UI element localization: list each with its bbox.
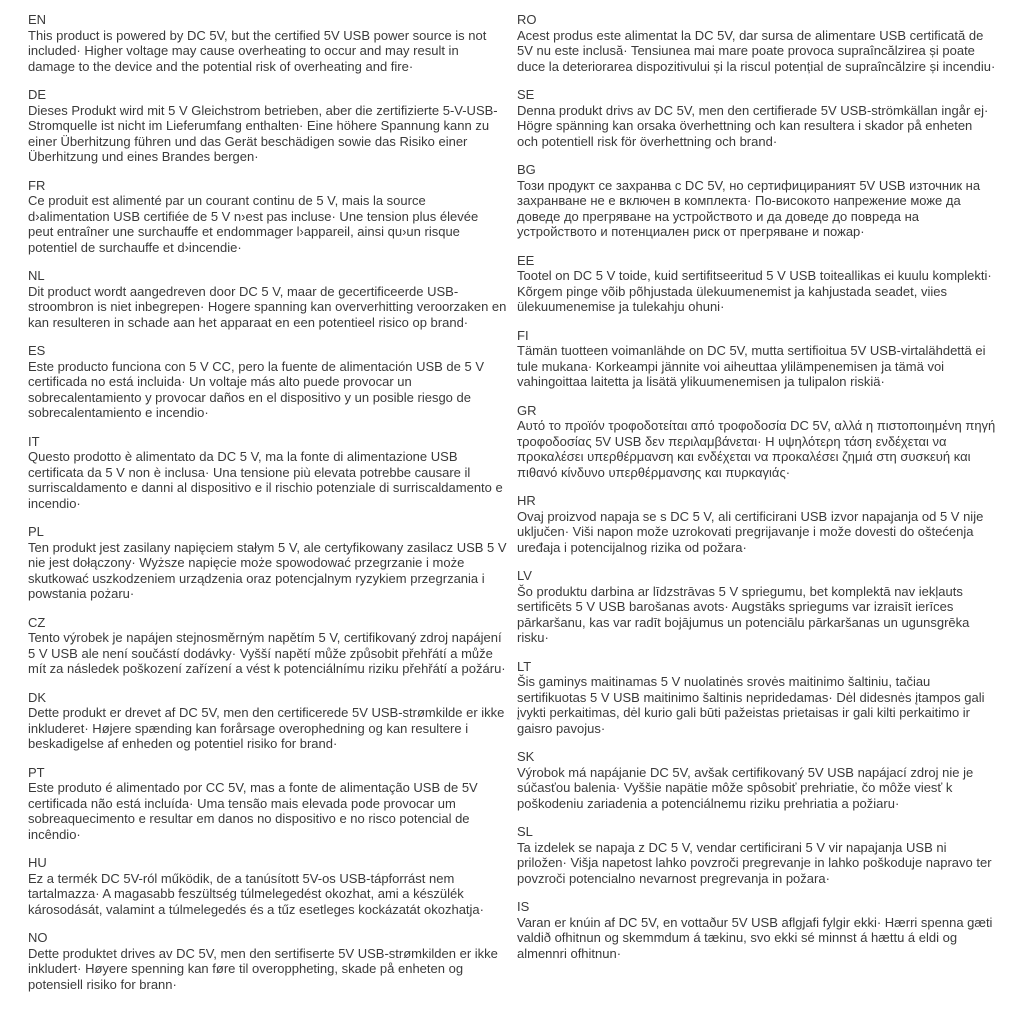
lang-code-cz: CZ: [28, 614, 46, 630]
lang-text-en: This product is powered by DC 5V, but the certified 5V USB power source is not included· Higher voltage may cause overheating to occur and may result in damage to the device and the potential risk of overheating and fire·: [28, 27, 487, 74]
lang-text-es: Este producto funciona con 5 V CC, pero la fuente de alimentación USB de 5 V certificada no está incluida· Un voltaje más alto puede provocar un sobrecalentamiento y provocar daños en el dispositivo y un posible riesgo de sobrecalentamiento e incendio·: [28, 358, 484, 420]
lang-code-lv: LV: [517, 568, 532, 583]
lang-section-fr: [28, 178, 507, 256]
lang-section-fi: [517, 328, 996, 390]
lang-code-de: DE: [28, 87, 47, 102]
lang-code-hu: HU: [28, 855, 47, 870]
lang-text-sl: Ta izdelek se napaja z DC 5 V, vendar certificirani 5 V vir napajanja USB ni priložen· Višja napetost lahko povzroči pregrevanje in lahko poškoduje napravo ter povzroči potencialno nevarnost pregrevanja in požara·: [517, 839, 992, 886]
lang-section-sk: [517, 749, 996, 811]
lang-section-gr: [517, 403, 996, 481]
lang-text-fr: Ce produit est alimenté par un courant continu de 5 V, mais la source d›alimentation USB certifiée de 5 V n›est pas incluse· Une tension plus élevée peut entraîner une surchauffe et endommager l›appareil, ainsi qu›un risque potentiel de surchauffe et d›incendie·: [28, 193, 479, 255]
lang-text-sk: Výrobok má napájanie DC 5V, avšak certifikovaný 5V USB napájací zdroj nie je súčasťou balenia· Vyššie napätie môže spôsobiť prehriatie, čo môže viesť k poškodeniu zariadenia a potenciálnemu riziku prehriatia a požiaru·: [517, 764, 974, 811]
lang-text-dk: Dette produkt er drevet af DC 5V, men den certificerede 5V USB-strømkilde er ikke inkluderet· Højere spænding kan forårsage overophedning og kan resultere i beskadigelse af enheden og potentiel risiko for brand·: [28, 705, 505, 751]
lang-text-ro: Acest produs este alimentat la DC 5V, dar sursa de alimentare USB certificată de 5V nu este inclusă· Tensiunea mai mare poate provoca supraîncălzirea și poate duce la deteriorarea dispozitivului și la riscul potențial de supraîncălzire și incendiu·: [517, 27, 996, 74]
lang-text-lt: Šis gaminys maitinamas 5 V nuolatinės srovės maitinimo šaltiniu, tačiau sertifikuotas 5 V USB maitinimo šaltinis nepridedamas· Dėl didesnės įtampos gali įvykti perkaitimas, dėl kurio gali būti pažeistas prietaisas ir gali kilti perkaitimo ir gaisro pavojus·: [517, 674, 985, 736]
column-left: [28, 12, 507, 1024]
lang-code-sk: SK: [517, 749, 535, 764]
lang-text-hr: Ovaj proizvod napaja se s DC 5 V, ali certificirani USB izvor napajanja od 5 V nije uključen· Viši napon može uzrokovati pregrijavanje i može dovesti do oštećenja uređaja i potencijalnog rizika od požara·: [517, 508, 984, 555]
lang-section-lv: [517, 568, 996, 646]
lang-text-cz: Tento výrobek je napájen stejnosměrným napětím 5 V, certifikovaný zdroj napájení 5 V USB ale není součástí dodávky· Vyšší napětí může způsobit přehřátí a může mít za následek poškození zařízení a vést k potenciálnímu riziku přehřátí a požáru·: [28, 630, 506, 676]
lang-section-se: [517, 87, 996, 149]
lang-section-dk: [28, 690, 507, 752]
lang-code-es: ES: [28, 343, 46, 358]
lang-code-dk: DK: [28, 689, 47, 705]
lang-section-lt: [517, 659, 996, 737]
lang-text-ee: Tootel on DC 5 V toide, kuid sertifitseeritud 5 V USB toiteallikas ei kuulu komplekti· Kõrgem pinge võib põhjustada ülekuumenemist ja kahjustada seadet, viies ülekuumenemise ja tulekahju ohuni·: [517, 268, 992, 314]
lang-text-pl: Ten produkt jest zasilany napięciem stałym 5 V, ale certyfikowany zasilacz USB 5 V nie jest dołączony· Wyższe napięcie może spowodować przegrzanie i może skutkować uszkodzeniem urządzenia oraz potencjalnym ryzykiem przegrzania i powstania pożaru·: [28, 539, 507, 601]
lang-text-bg: Този продукт се захранва с DC 5V, но сертифицираният 5V USB източник на захранване не е включен в комплекта· По-високото напрежение може да доведе до прегряване на устройството и да доведе до повреда на устройството и потенциален риск от прегряване и пожар·: [517, 177, 981, 239]
lang-text-it: Questo prodotto è alimentato da DC 5 V, ma la fonte di alimentazione USB certificata da 5 V non è inclusa· Una tensione più elevata potrebbe causare il surriscaldamento e danni al dispositivo e il rischio potenziale di surriscaldamento e incendio·: [28, 449, 503, 511]
lang-section-no: [28, 930, 507, 992]
lang-section-sl: [517, 824, 996, 886]
lang-code-no: NO: [28, 930, 48, 945]
lang-section-bg: [517, 162, 996, 240]
lang-text-is: Varan er knúin af DC 5V, en vottaður 5V USB aflgjafi fylgir ekki· Hærri spenna gæti valdið ofhitnun og skemmdum á tækinu, svo ekki sé minnst á hættu á eldi og almennri ofhitnun·: [517, 914, 993, 961]
lang-code-gr: GR: [517, 402, 537, 418]
lang-code-ee: EE: [517, 252, 535, 268]
lang-section-ro: [517, 12, 996, 74]
lang-section-it: [28, 434, 507, 512]
lang-code-ro: RO: [517, 12, 537, 27]
lang-section-de: [28, 87, 507, 165]
lang-code-hr: HR: [517, 493, 536, 508]
lang-section-es: [28, 343, 507, 421]
column-right: [517, 12, 996, 1024]
lang-code-fr: FR: [28, 177, 46, 193]
lang-text-pt: Este produto é alimentado por CC 5V, mas a fonte de alimentação USB de 5V certificada não está incluída· Uma tensão mais elevada pode provocar um sobreaquecimento e resultar em danos no dispositivo e no risco potencial de incêndio·: [28, 780, 478, 842]
lang-section-pt: [28, 765, 507, 843]
lang-text-gr: Αυτό το προϊόν τροφοδοτείται από τροφοδοσία DC 5V, αλλά η πιστοποιημένη πηγή τροφοδοσίας 5V USB δεν περιλαμβάνεται· Η υψηλότερη τάση ενδέχεται να προκαλέσει υπερθέρμανση και ενδέχεται να προκαλέσει ζημιά στη συσκευή και πιθανό κίνδυνο υπερθέρμανσης και πυρκαγιάς·: [517, 418, 996, 480]
lang-code-sl: SL: [517, 824, 533, 839]
lang-code-en: EN: [28, 12, 47, 27]
lang-code-se: SE: [517, 87, 535, 102]
lang-text-hu: Ez a termék DC 5V-ról működik, de a tanúsított 5V-os USB-tápforrást nem tartalmazza· A magasabb feszültség túlmelegedést okozhat, ami a készülék károsodását, valamint a túlmelegedés és a tűz esetleges kockázatát okozhatja·: [28, 870, 484, 917]
lang-code-is: IS: [517, 899, 530, 914]
lang-code-nl: NL: [28, 268, 45, 283]
lang-section-ee: [517, 253, 996, 315]
lang-text-nl: Dit product wordt aangedreven door DC 5 V, maar de gecertificeerde USB-stroombron is niet inbegrepen· Hogere spanning kan oververhitting veroorzaken en kan resulteren in schade aan het apparaat en een potentieel risico op brand·: [28, 283, 507, 330]
lang-section-is: [517, 899, 996, 961]
lang-code-it: IT: [28, 433, 40, 449]
lang-section-hu: [28, 855, 507, 917]
lang-section-en: [28, 12, 507, 74]
lang-section-hr: [517, 493, 996, 555]
lang-code-fi: FI: [517, 327, 529, 343]
lang-section-cz: [28, 615, 507, 677]
lang-text-no: Dette produktet drives av DC 5V, men den sertifiserte 5V USB-strømkilden er ikke inkludert· Høyere spenning kan føre til overoppheting, skade på enheten og potensiell risiko for brann·: [28, 945, 498, 992]
lang-text-de: Dieses Produkt wird mit 5 V Gleichstrom betrieben, aber die zertifizierte 5-V-USB-Stromquelle ist nicht im Lieferumfang enthalten· Eine höhere Spannung kann zu einer Überhitzung führen und das Gerät beschädigen sowie das Risiko einer Überhitzung und eines Brandes bergen·: [28, 102, 498, 164]
lang-code-pl: PL: [28, 524, 44, 539]
lang-text-lv: Šo produktu darbina ar līdzstrāvas 5 V spriegumu, bet komplektā nav iekļauts sertificēts 5 V USB barošanas avots· Augstāks spriegums var izraisīt ierīces pārkaršanu, kas var radīt bojājumus un potenciālu pārkaršanas un ugunsgrēka risku·: [517, 583, 970, 645]
lang-code-pt: PT: [28, 764, 45, 780]
lang-text-fi: Tämän tuotteen voimanlähde on DC 5V, mutta sertifioitua 5V USB-virtalähdettä ei tule mukana· Korkeampi jännite voi aiheuttaa ylilämpenemisen ja tämä voi vahingoittaa laitetta ja lisätä ylikuumenemisen ja tulipalon riskiä·: [517, 343, 986, 389]
lang-section-nl: [28, 268, 507, 330]
lang-code-bg: BG: [517, 162, 536, 177]
lang-section-pl: [28, 524, 507, 602]
lang-text-se: Denna produkt drivs av DC 5V, men den certifierade 5V USB-strömkällan ingår ej· Högre spänning kan orsaka överhettning och kan resultera i skador på enheten och potentiell risk för överhettning och brand·: [517, 102, 989, 149]
lang-code-lt: LT: [517, 658, 532, 674]
